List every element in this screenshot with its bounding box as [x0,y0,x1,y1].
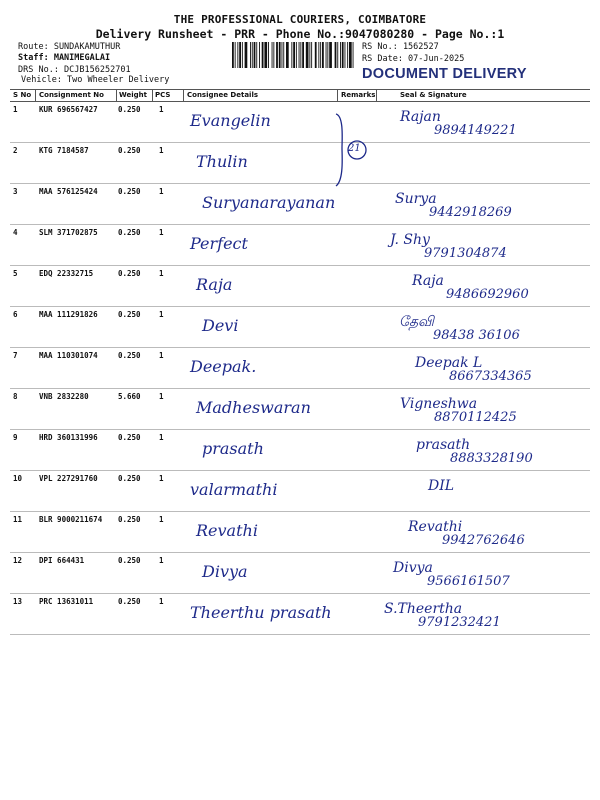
col-divider [35,89,36,101]
row-consignee-handwritten: Thulin [196,152,248,171]
row-consignment-no: DPI 664431 [39,556,85,565]
barcode-bar [282,42,283,68]
barcode-bar [340,42,341,68]
barcode-bar [237,42,238,68]
row-consignment-no: MAA 111291826 [39,310,98,319]
row-signature: Vigneshwa [400,396,478,412]
table-header-border [10,101,590,102]
barcode-bar [239,42,241,68]
row-consignee-handwritten: prasath [202,439,264,458]
col-divider [116,89,117,101]
row-weight: 5.660 [118,392,141,401]
barcode-bar [322,42,324,68]
row-sno: 1 [13,105,18,114]
barcode-bar [300,42,301,68]
barcode-bar [245,42,248,68]
row-separator [10,224,590,225]
runsheet-subtitle: Delivery Runsheet - PRR - Phone No.:9047080280 - Page No.:1 [95,27,505,41]
row-separator [10,265,590,266]
barcode-bar [268,42,269,68]
row-sno: 10 [13,474,23,483]
row-sno: 2 [13,146,18,155]
header-consignee: Consignee Details [187,91,259,99]
row-pcs: 1 [159,310,164,319]
row-sno: 5 [13,269,18,278]
row-consignee-handwritten: Perfect [190,234,248,253]
row-sno: 11 [13,515,23,524]
row-consignee-handwritten: valarmathi [190,480,278,499]
row-consignee-handwritten: Divya [202,562,248,581]
barcode-bar [293,42,295,68]
row-weight: 0.250 [118,474,141,483]
row-sno: 8 [13,392,18,401]
barcode-bar [345,42,346,68]
row-separator [10,183,590,184]
row-pcs: 1 [159,351,164,360]
barcode-bar [318,42,319,68]
row-consignee-handwritten: Madheswaran [196,398,311,417]
row-signature: prasath [416,437,471,453]
barcode-bar [272,42,273,68]
barcode-bar [242,42,243,68]
row-separator [10,634,590,635]
row-pcs: 1 [159,392,164,401]
header-sno: S No [13,91,32,99]
barcode-bar [254,42,256,68]
row-separator [10,470,590,471]
row-signature: DIL [428,478,455,494]
row-sno: 7 [13,351,18,360]
row-consignment-no: PRC 13631011 [39,597,94,606]
row-signature: S.Theertha [384,601,463,617]
rs-number: RS No.: 1562527 [362,42,439,52]
barcode-bar [309,42,310,68]
row-signature-phone: 9486692960 [446,287,529,302]
row-pcs: 1 [159,433,164,442]
row-separator [10,306,590,307]
barcode-bar [302,42,304,68]
row-consignment-no: BLR 9000211674 [39,515,103,524]
row-consignment-no: VPL 227291760 [39,474,98,483]
row-sno: 9 [13,433,18,442]
row-weight: 0.250 [118,597,141,606]
row-weight: 0.250 [118,269,141,278]
header-consignment: Consignment No [39,91,104,99]
row-signature-phone: 9791232421 [418,615,501,630]
row-consignment-no: MAA 576125424 [39,187,98,196]
barcode-bar [342,42,344,68]
row-signature: Deepak L [415,355,483,371]
row-weight: 0.250 [118,146,141,155]
row-signature: J. Shy [390,232,430,248]
row-signature: Raja [412,273,444,289]
row-signature-phone: 8870112425 [434,410,517,425]
barcode-bar [306,42,309,68]
row-consignment-no: VNB 2832280 [39,392,89,401]
row-consignment-no: KTG 7184587 [39,146,89,155]
barcode-bar [337,42,338,68]
row-signature: தேவி [399,314,434,330]
row-consignment-no: SLM 371702875 [39,228,98,237]
row-signature: Revathi [408,519,463,535]
row-separator [10,552,590,553]
row-signature: Divya [393,560,433,576]
barcode-bar [264,42,267,68]
remarks-mark: 21 [348,143,361,154]
vehicle-label: Vehicle: Two Wheeler Delivery [21,75,170,85]
col-divider [337,89,338,101]
row-sno: 13 [13,597,23,606]
rs-date: RS Date: 07-Jun-2025 [362,54,465,64]
header-signature: Seal & Signature [400,91,467,99]
row-consignment-no: MAA 110301074 [39,351,98,360]
barcode-bar [250,42,251,68]
barcode [232,42,355,68]
barcode-bar [252,42,253,68]
row-pcs: 1 [159,474,164,483]
row-weight: 0.250 [118,228,141,237]
barcode-bar [283,42,284,68]
barcode-bar [256,42,257,68]
document-delivery-stamp: DOCUMENT DELIVERY [362,66,527,82]
row-pcs: 1 [159,597,164,606]
row-consignee-handwritten: Theerthu prasath [190,603,332,622]
row-signature-phone: 98438 36106 [433,328,520,343]
row-weight: 0.250 [118,187,141,196]
barcode-bar [279,42,281,68]
row-pcs: 1 [159,187,164,196]
route-label: Route: SUNDAKAMUTHUR [18,42,121,52]
barcode-bar [235,42,236,68]
row-separator [10,347,590,348]
row-signature-phone: 9791304874 [424,246,507,261]
staff-label: Staff: MANIMEGALAI [18,53,111,63]
row-separator [10,142,590,143]
col-divider [183,89,184,101]
barcode-bar [276,42,278,68]
row-consignee-handwritten: Evangelin [190,111,271,130]
row-consignee-handwritten: Revathi [196,521,258,540]
row-sno: 4 [13,228,18,237]
row-separator [10,429,590,430]
row-consignee-handwritten: Suryanarayanan [202,193,336,212]
barcode-bar [286,42,289,68]
barcode-bar [326,42,327,68]
row-consignee-handwritten: Devi [202,316,239,335]
barcode-bar [329,42,332,68]
row-consignment-no: KUR 696567427 [39,105,98,114]
drs-number: DRS No.: DCJB156252701 [18,65,131,75]
row-pcs: 1 [159,515,164,524]
header-remarks: Remarks [341,91,376,99]
barcode-bar [299,42,300,68]
row-signature-phone: 9442918269 [429,205,512,220]
row-consignment-no: HRD 360131996 [39,433,98,442]
barcode-bar [296,42,297,68]
row-consignee-handwritten: Deepak. [190,357,257,376]
barcode-bar [273,42,274,68]
header-pcs: PCS [155,91,171,99]
row-pcs: 1 [159,269,164,278]
row-signature-phone: 8883328190 [450,451,533,466]
row-sno: 3 [13,187,18,196]
row-pcs: 1 [159,105,164,114]
row-separator [10,593,590,594]
row-sno: 6 [13,310,18,319]
row-signature-phone: 9942762646 [442,533,525,548]
barcode-bar [315,42,317,68]
barcode-bar [311,42,312,68]
table-top-border [10,89,590,90]
row-signature: Rajan [400,109,441,125]
row-pcs: 1 [159,556,164,565]
col-divider [376,89,377,101]
row-signature-phone: 9566161507 [427,574,510,589]
row-separator [10,388,590,389]
barcode-bar [353,42,354,68]
col-divider [152,89,153,101]
row-weight: 0.250 [118,433,141,442]
barcode-bar [262,42,264,68]
row-weight: 0.250 [118,556,141,565]
row-signature-phone: 8667334365 [449,369,532,384]
barcode-bar [291,42,292,68]
row-weight: 0.250 [118,310,141,319]
company-name: THE PROFESSIONAL COURIERS, COIMBATORE [173,13,427,26]
barcode-bar [327,42,328,68]
barcode-bar [347,42,348,68]
row-consignment-no: EDQ 22332715 [39,269,94,278]
barcode-bar [349,42,352,68]
barcode-bar [259,42,260,68]
barcode-bar [320,42,321,68]
row-sno: 12 [13,556,23,565]
row-weight: 0.250 [118,351,141,360]
row-signature-phone: 9894149221 [434,123,517,138]
barcode-bar [232,42,234,68]
barcode-bar [335,42,337,68]
header-weight: Weight [119,91,147,99]
row-separator [10,511,590,512]
row-consignee-handwritten: Raja [196,275,233,294]
row-pcs: 1 [159,146,164,155]
row-weight: 0.250 [118,515,141,524]
row-signature: Surya [395,191,437,207]
row-pcs: 1 [159,228,164,237]
row-weight: 0.250 [118,105,141,114]
